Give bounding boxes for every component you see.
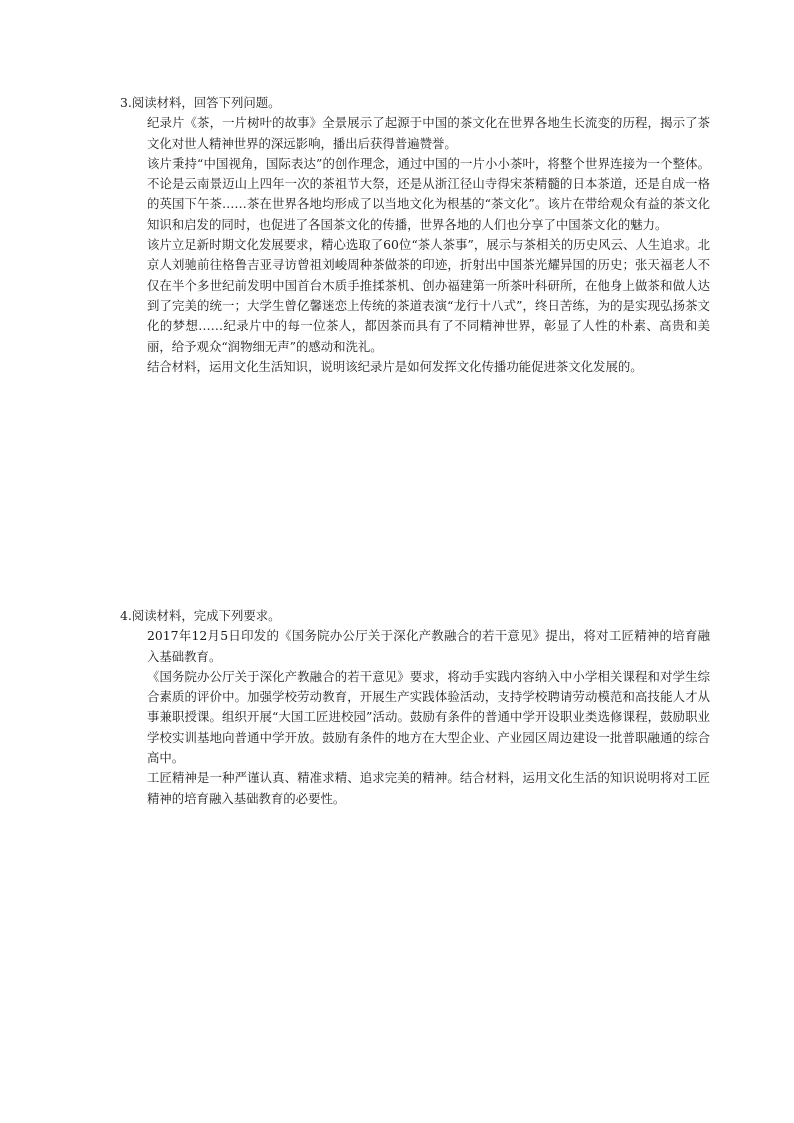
question-4 (120, 606, 710, 809)
question-3 (120, 93, 710, 377)
question-3-material-perspective: 该片秉持“中国视角，国际表达”的创作理念，通过中国的一片小小茶叶，将整个世界连接为一个整体。不论是云南景迈山上四年一次的茶祖节大祭，还是从浙江径山寺得宋茶精髓的日本茶道，还是自成一格的英国下午茶……茶在世界各地均形成了以当地文化为根基的“茶文化”。该片在带给观众有益的茶文化知识和启发的同时，也促进了各国茶文化的传播，世界各地的人们也分享了中国茶文化的魅力。 (147, 155, 710, 232)
question-4-heading: 4.阅读材料，完成下列要求。 (120, 608, 281, 623)
question-3-prompt: 结合材料，运用文化生活知识，说明该纪录片是如何发挥文化传播功能促进茶文化发展的。 (147, 358, 643, 374)
question-4-material-requirements: 《国务院办公厅关于深化产教融合的若干意见》要求，将动手实践内容纳入中小学相关课程和对学生综合素质的评价中。加强学校劳动教育，开展生产实践体验活动，支持学校聘请劳动模范和高技能人才从事兼职授课。组织开展“大国工匠进校园”活动。鼓励有条件的普通中学开设职业类选修课程，鼓励职业学校实训基地向普通中学开放。鼓励有条件的地方在大型企业、产业园区周边建设一批普职融通的综合高中。 (147, 668, 710, 766)
question-4-material-policy: 2017年12月5日印发的《国务院办公厅关于深化产教融合的若干意见》提出，将对工匠精神的培育融入基础教育。 (147, 628, 710, 664)
question-4-prompt: 工匠精神是一种严谨认真、精准求精、追求完美的精神。结合材料，运用文化生活的知识说明将对工匠精神的培育融入基础教育的必要性。 (147, 770, 710, 806)
question-3-heading: 3.阅读材料，回答下列问题。 (120, 95, 281, 110)
question-3-material-tea-people: 该片立足新时期文化发展要求，精心选取了60位“茶人茶事”，展示与茶相关的历史风云、人生追求。北京人刘驰前往格鲁吉亚寻访曾祖刘峻周种茶做茶的印迹，折射出中国茶光耀异国的历史；张天福老人不仅在半个多世纪前发明中国首台木质手推揉茶机、创办福建第一所茶叶科研所，在他身上做茶和做人达到了完美的统一；大学生曾亿馨迷恋上传统的茶道表演“龙行十八式”，终日苦练，为的是实现弘扬茶文化的梦想……纪录片中的每一位茶人，都因茶而具有了不同精神世界，彰显了人性的朴素、高贵和美丽，给予观众“润物细无声”的感动和洗礼。 (147, 237, 710, 354)
question-3-material-intro: 纪录片《茶，一片树叶的故事》全景展示了起源于中国的茶文化在世界各地生长流变的历程，揭示了茶文化对世人精神世界的深远影响，播出后获得普遍赞誉。 (147, 115, 710, 151)
